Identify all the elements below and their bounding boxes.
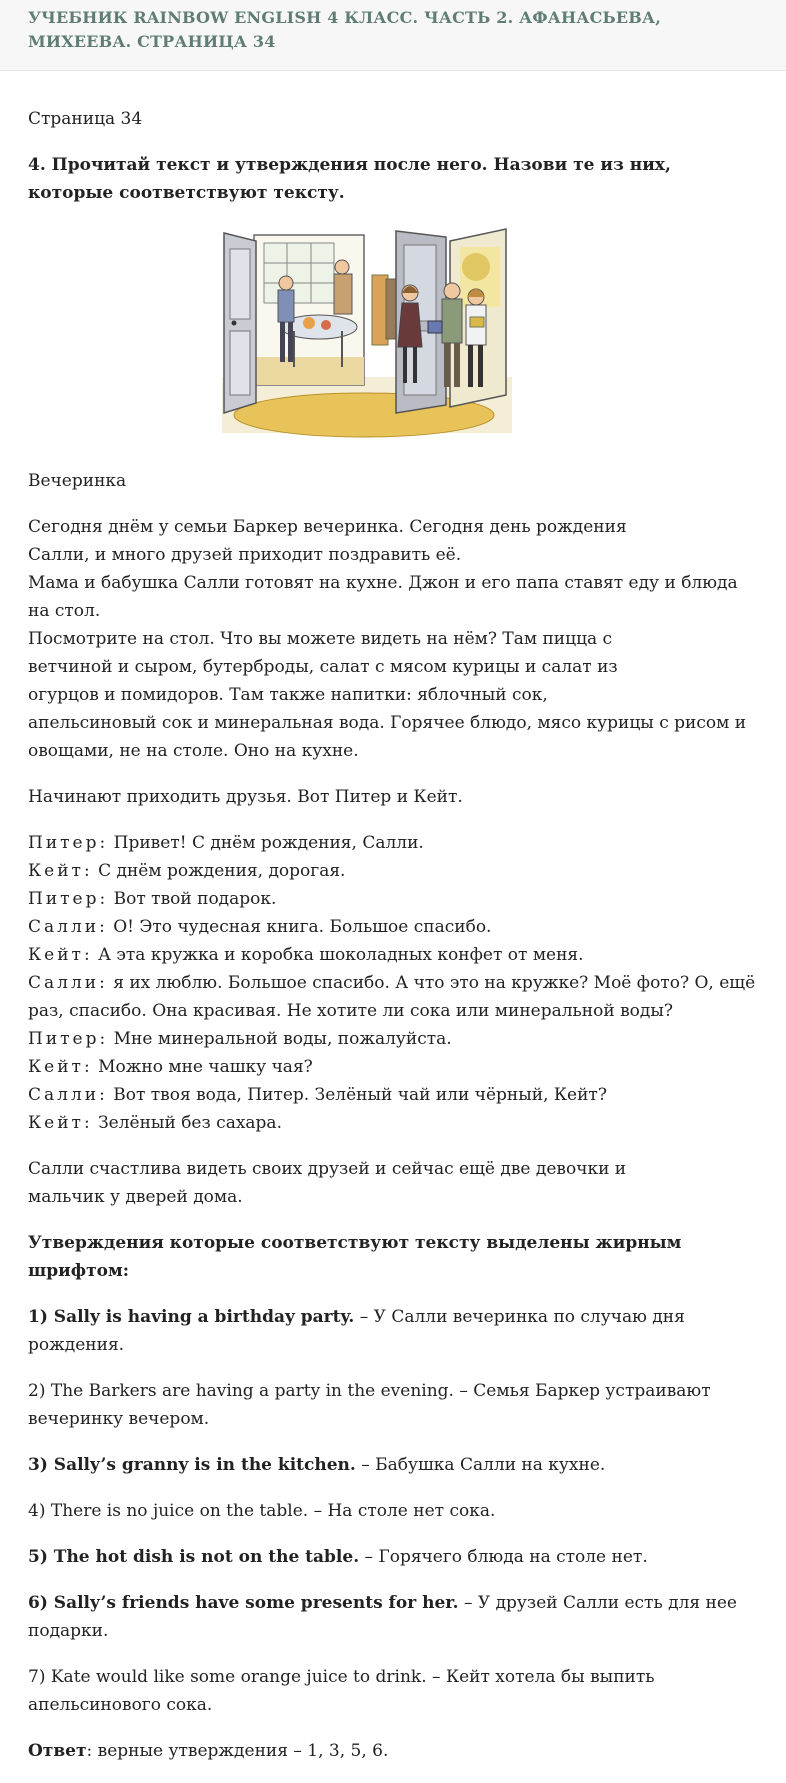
statement (28, 1543, 756, 1571)
text-line: ветчиной и сыром, бутерброды, салат с мясом курицы и салат из (28, 657, 618, 677)
statement (28, 1663, 756, 1719)
speaker: Кейт: (28, 945, 93, 965)
statement-en: 5) The hot dish is not on the table. (28, 1547, 360, 1567)
replica: А эта кружка и коробка шоколадных конфет от меня. (92, 945, 584, 965)
statement-ru: – Бабушка Салли на кухне. (355, 1455, 606, 1475)
statement (28, 1303, 756, 1359)
statement-en: 6) Sally’s friends have some presents for her. (28, 1593, 459, 1613)
answer (28, 1737, 756, 1765)
text-line: огурцов и помидоров. Там также напитки: яблочный сок, (28, 685, 548, 705)
speaker: Салли: (28, 917, 108, 937)
text-title: Вечеринка (28, 471, 127, 491)
statement-ru: – Горячего блюда на столе нет. (359, 1547, 648, 1567)
statement (28, 1497, 756, 1525)
text-line: Посмотрите на стол. Что вы можете видеть на нём? Там пицца с (28, 629, 613, 649)
speaker: Питер: (28, 1029, 109, 1049)
statement-ru: – Семья Баркер устраивают вечеринку вечером. (28, 1381, 711, 1429)
dialog-line (28, 885, 756, 913)
statement (28, 1589, 756, 1645)
replica: я их люблю. Большое спасибо. А что это на кружке? Моё фото? О, ещё раз, спасибо. Она красивая. Не хотите ли сока или минеральной воды? (28, 973, 756, 1021)
speaker: Кейт: (28, 1057, 93, 1077)
statement (28, 1377, 756, 1433)
article-content (0, 71, 786, 1765)
statements-heading: Утверждения которые соответствуют тексту выделены жирным шрифтом: (28, 1233, 682, 1281)
task-heading: 4. Прочитай текст и утверждения после него. Назови те из них, которые соответствуют тексту. (28, 155, 671, 203)
replica: Мне минеральной воды, пожалуйста. (108, 1029, 452, 1049)
statement (28, 1451, 756, 1479)
replica: Вот твоя вода, Питер. Зелёный чай или чёрный, Кейт? (107, 1085, 607, 1105)
answer-text: : верные утверждения – 1, 3, 5, 6. (86, 1741, 389, 1761)
speaker: Питер: (28, 889, 109, 909)
page-header (0, 0, 786, 71)
dialog-line (28, 857, 756, 885)
dialog-line (28, 1109, 756, 1137)
text-line: Сегодня днём у семьи Баркер вечеринка. Сегодня день рождения (28, 517, 627, 537)
statement-en: 3) Sally’s granny is in the kitchen. (28, 1455, 356, 1475)
speaker: Салли: (28, 973, 108, 993)
statement-en: 4) There is no juice on the table. (28, 1501, 309, 1521)
paragraph-3 (28, 1155, 756, 1211)
answer-label: Ответ (28, 1741, 87, 1761)
statement-en: 7) Kate would like some orange juice to drink. (28, 1667, 427, 1687)
speaker: Кейт: (28, 1113, 93, 1133)
statement-ru: – Кейт хотела бы выпить апельсинового сока. (28, 1667, 655, 1715)
dialog (28, 829, 756, 1137)
replica: Можно мне чашку чая? (92, 1057, 313, 1077)
replica: О! Это чудесная книга. Большое спасибо. (107, 917, 492, 937)
text-line: Салли, и много друзей приходит поздравить её. (28, 545, 462, 565)
statement-ru: – У Салли вечеринка по случаю дня рождения. (28, 1307, 685, 1355)
replica: С днём рождения, дорогая. (92, 861, 346, 881)
text-line: мальчик у дверей дома. (28, 1187, 243, 1207)
text-line: апельсиновый сок и минеральная вода. Горячее блюдо, мясо курицы с рисом и овощами, не на столе. Оно на кухне. (28, 713, 747, 761)
statement-en: 2) The Barkers are having a party in the evening. (28, 1381, 454, 1401)
dialog-line (28, 969, 756, 1025)
dialog-line (28, 1053, 756, 1081)
speaker: Питер: (28, 833, 109, 853)
text-line: Мама и бабушка Салли готовят на кухне. Джон и его папа ставят еду и блюда на стол. (28, 573, 738, 621)
text-line: Салли счастлива видеть своих друзей и сейчас ещё две девочки и (28, 1159, 627, 1179)
speaker: Салли: (28, 1085, 108, 1105)
dialog-line (28, 1081, 756, 1109)
replica: Зелёный без сахара. (92, 1113, 282, 1133)
speaker: Кейт: (28, 861, 93, 881)
replica: Привет! С днём рождения, Салли. (108, 833, 424, 853)
dialog-line (28, 941, 756, 969)
party-illustration-icon (214, 227, 514, 443)
dialog-line (28, 913, 756, 941)
page-label: Страница 34 (28, 109, 143, 129)
paragraph-2: Начинают приходить друзья. Вот Питер и Кейт. (28, 787, 463, 807)
page-title: УЧЕБНИК RAINBOW ENGLISH 4 КЛАСС. ЧАСТЬ 2. АФАНАСЬЕВА, МИХЕЕВА. СТРАНИЦА 34 (28, 8, 662, 51)
dialog-line (28, 1025, 756, 1053)
paragraph-1 (28, 513, 756, 765)
dialog-line (28, 829, 756, 857)
statement-ru: – На столе нет сока. (308, 1501, 496, 1521)
replica: Вот твой подарок. (108, 889, 277, 909)
statement-en: 1) Sally is having a birthday party. (28, 1307, 355, 1327)
statement-ru: – У друзей Салли есть для нее подарки. (28, 1593, 737, 1641)
